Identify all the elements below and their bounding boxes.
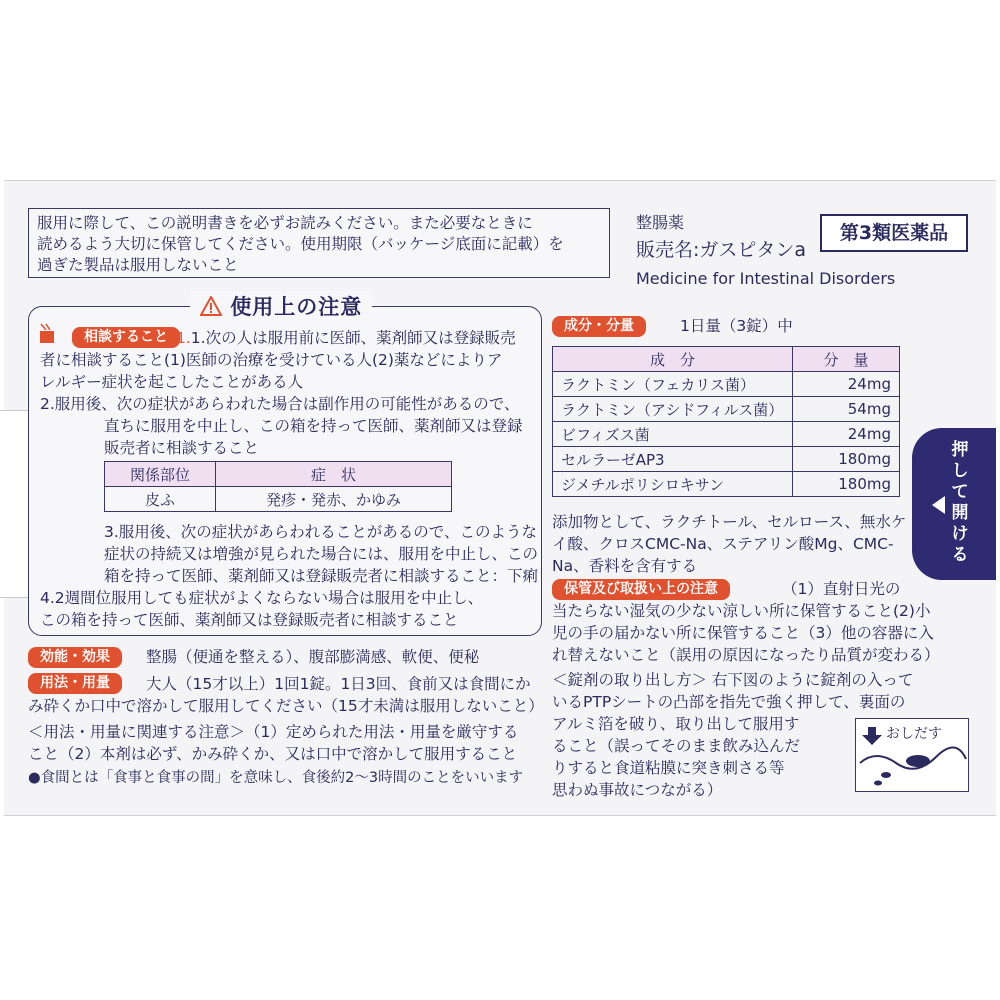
item1-line: 1.次の人は服用前に医師、薬剤師又は登録販売 [190, 329, 516, 347]
efficacy-label: 効能・効果 [28, 646, 122, 668]
additives-line: 添加物として、ラクチトール、セルロース、無水ケ [552, 513, 907, 531]
efficacy-text: 整腸（便通を整える）、腹部膨満感、軟便、便秘 [146, 648, 480, 666]
intro-box [28, 208, 610, 278]
storage-line: 当たらない湿気の少ない涼しい所に保管すること(2)小 [552, 602, 931, 620]
dosage-line: 大人（15才以上）1回1錠。1日3回、食前又は食間にか [146, 675, 531, 693]
item3-line: 症状の持続又は増強が見られた場合には、服用を中止し、この [104, 545, 539, 563]
table-header: 関係部位 [105, 462, 216, 487]
item4-line: 4.2週間位服用しても症状がよくならない場合は服用を中止し、 [40, 589, 484, 607]
removal-line: アルミ箔を破り、取り出して服用す [552, 715, 800, 733]
arrow-left-icon [932, 496, 945, 514]
removal-line: りすると食道粘膜に突き刺さる等 [552, 759, 785, 777]
table-row: 皮ふ 発疹・発赤、かゆみ [105, 487, 452, 512]
table-row: ラクトミン（アシドフィルス菌） 54mg [553, 397, 900, 422]
daily-amount: 1日量（3錠）中 [680, 317, 793, 335]
item2-line: 2.服用後、次の症状があらわれた場合は副作用の可能性があるので、 [40, 395, 520, 413]
removal-line: ること（誤ってそのまま飲み込んだ [552, 737, 801, 755]
category: 整腸薬 [636, 213, 685, 232]
item1-line: 者に相談すること(1)医師の治療を受けている人(2)薬などによりア [40, 351, 503, 369]
ingredients-label: 成分・分量 [552, 315, 646, 337]
additives-line: Na、香料を含有する [552, 557, 698, 575]
english-name: Medicine for Intestinal Disorders [636, 269, 896, 288]
item1-line: レルギー症状を起こしたことがある人 [40, 373, 304, 391]
table-row: セルラーゼAP3 180mg [553, 447, 900, 472]
removal-line: 思わぬ事故につながる） [552, 781, 723, 799]
item3-line: 箱を持って医師、薬剤師又は登録販売者に相談すること：下痢 [104, 567, 539, 585]
intro-line: 読めるよう大切に保管してください。使用期限（バッケージ底面に記載）を [37, 235, 564, 253]
additives-line: イ酸、クロスCMC-Na、ステアリン酸Mg、CMC- [552, 535, 894, 553]
intro-line: 服用に際して、この説明書きを必ずお読みください。また必要なときに [37, 214, 533, 232]
removal-line: ＜錠剤の取り出し方＞ 右下図のように錠剤の入って [552, 671, 914, 689]
table-header: 症 状 [216, 462, 452, 487]
dosage-note: ＜用法・用量に関連する注意＞（1）定められた用法・用量を厳守する [28, 723, 519, 741]
caution-title: 使用上の注意 [190, 291, 372, 321]
side-effect-table [104, 461, 452, 512]
drug-class-badge: 第3類医薬品 [820, 214, 968, 252]
prohibit-mark [38, 322, 58, 348]
storage-line: （1）直射日光の [782, 580, 901, 598]
table-header: 成 分 [553, 347, 793, 372]
warning-triangle-icon [200, 296, 222, 321]
table-row: ジメチルポリシロキサン 180mg [553, 472, 900, 497]
table-row: ラクトミン（フェカリス菌） 24mg [553, 372, 900, 397]
ingredients-table [552, 346, 900, 497]
storage-line: れ替えないこと（誤用の原因になったり品質が変わる） [552, 646, 940, 664]
removal-line: いるPTPシートの凸部を指先で強く押して、裏面の [552, 693, 906, 711]
item2-line: 直ちに服用を中止し、この箱を持って医師、薬剤師又は登録 [104, 417, 523, 435]
dosage-note: ●食間とは「食事と食事の間」を意味し、食後約2～3時間のことをいいます [28, 770, 524, 786]
brand-name: 販売名:ガスピタンa [636, 239, 807, 261]
dosage-label: 用法・用量 [28, 672, 122, 694]
item3-line: 3.服用後、次の症状があらわれることがあるので、このような [104, 523, 537, 541]
intro-line: 過ぎた製品は服用しないこと [37, 256, 239, 274]
table-row: ビフィズス菌 24mg [553, 422, 900, 447]
push-out-label: おしだす [886, 726, 942, 742]
push-open-label: 押して開ける [951, 440, 969, 565]
consult-label: 相談すること [72, 326, 180, 348]
dosage-line: み砕くか口中で溶かして服用してください（15才未満は服用しないこと） [28, 697, 544, 715]
storage-line: 児の手の届かない所に保管すること（3）他の容器に入 [552, 624, 934, 642]
dosage-note: こと（2）本剤は必ず、かみ砕くか、又は口中で溶かして服用すること [28, 745, 518, 763]
table-header: 分 量 [793, 347, 900, 372]
storage-label: 保管及び取扱い上の注意 [552, 578, 730, 600]
item2-line: 販売者に相談すること [104, 439, 260, 457]
item4-line: この箱を持って医師、薬剤師又は登録販売者に相談すること [40, 611, 459, 629]
